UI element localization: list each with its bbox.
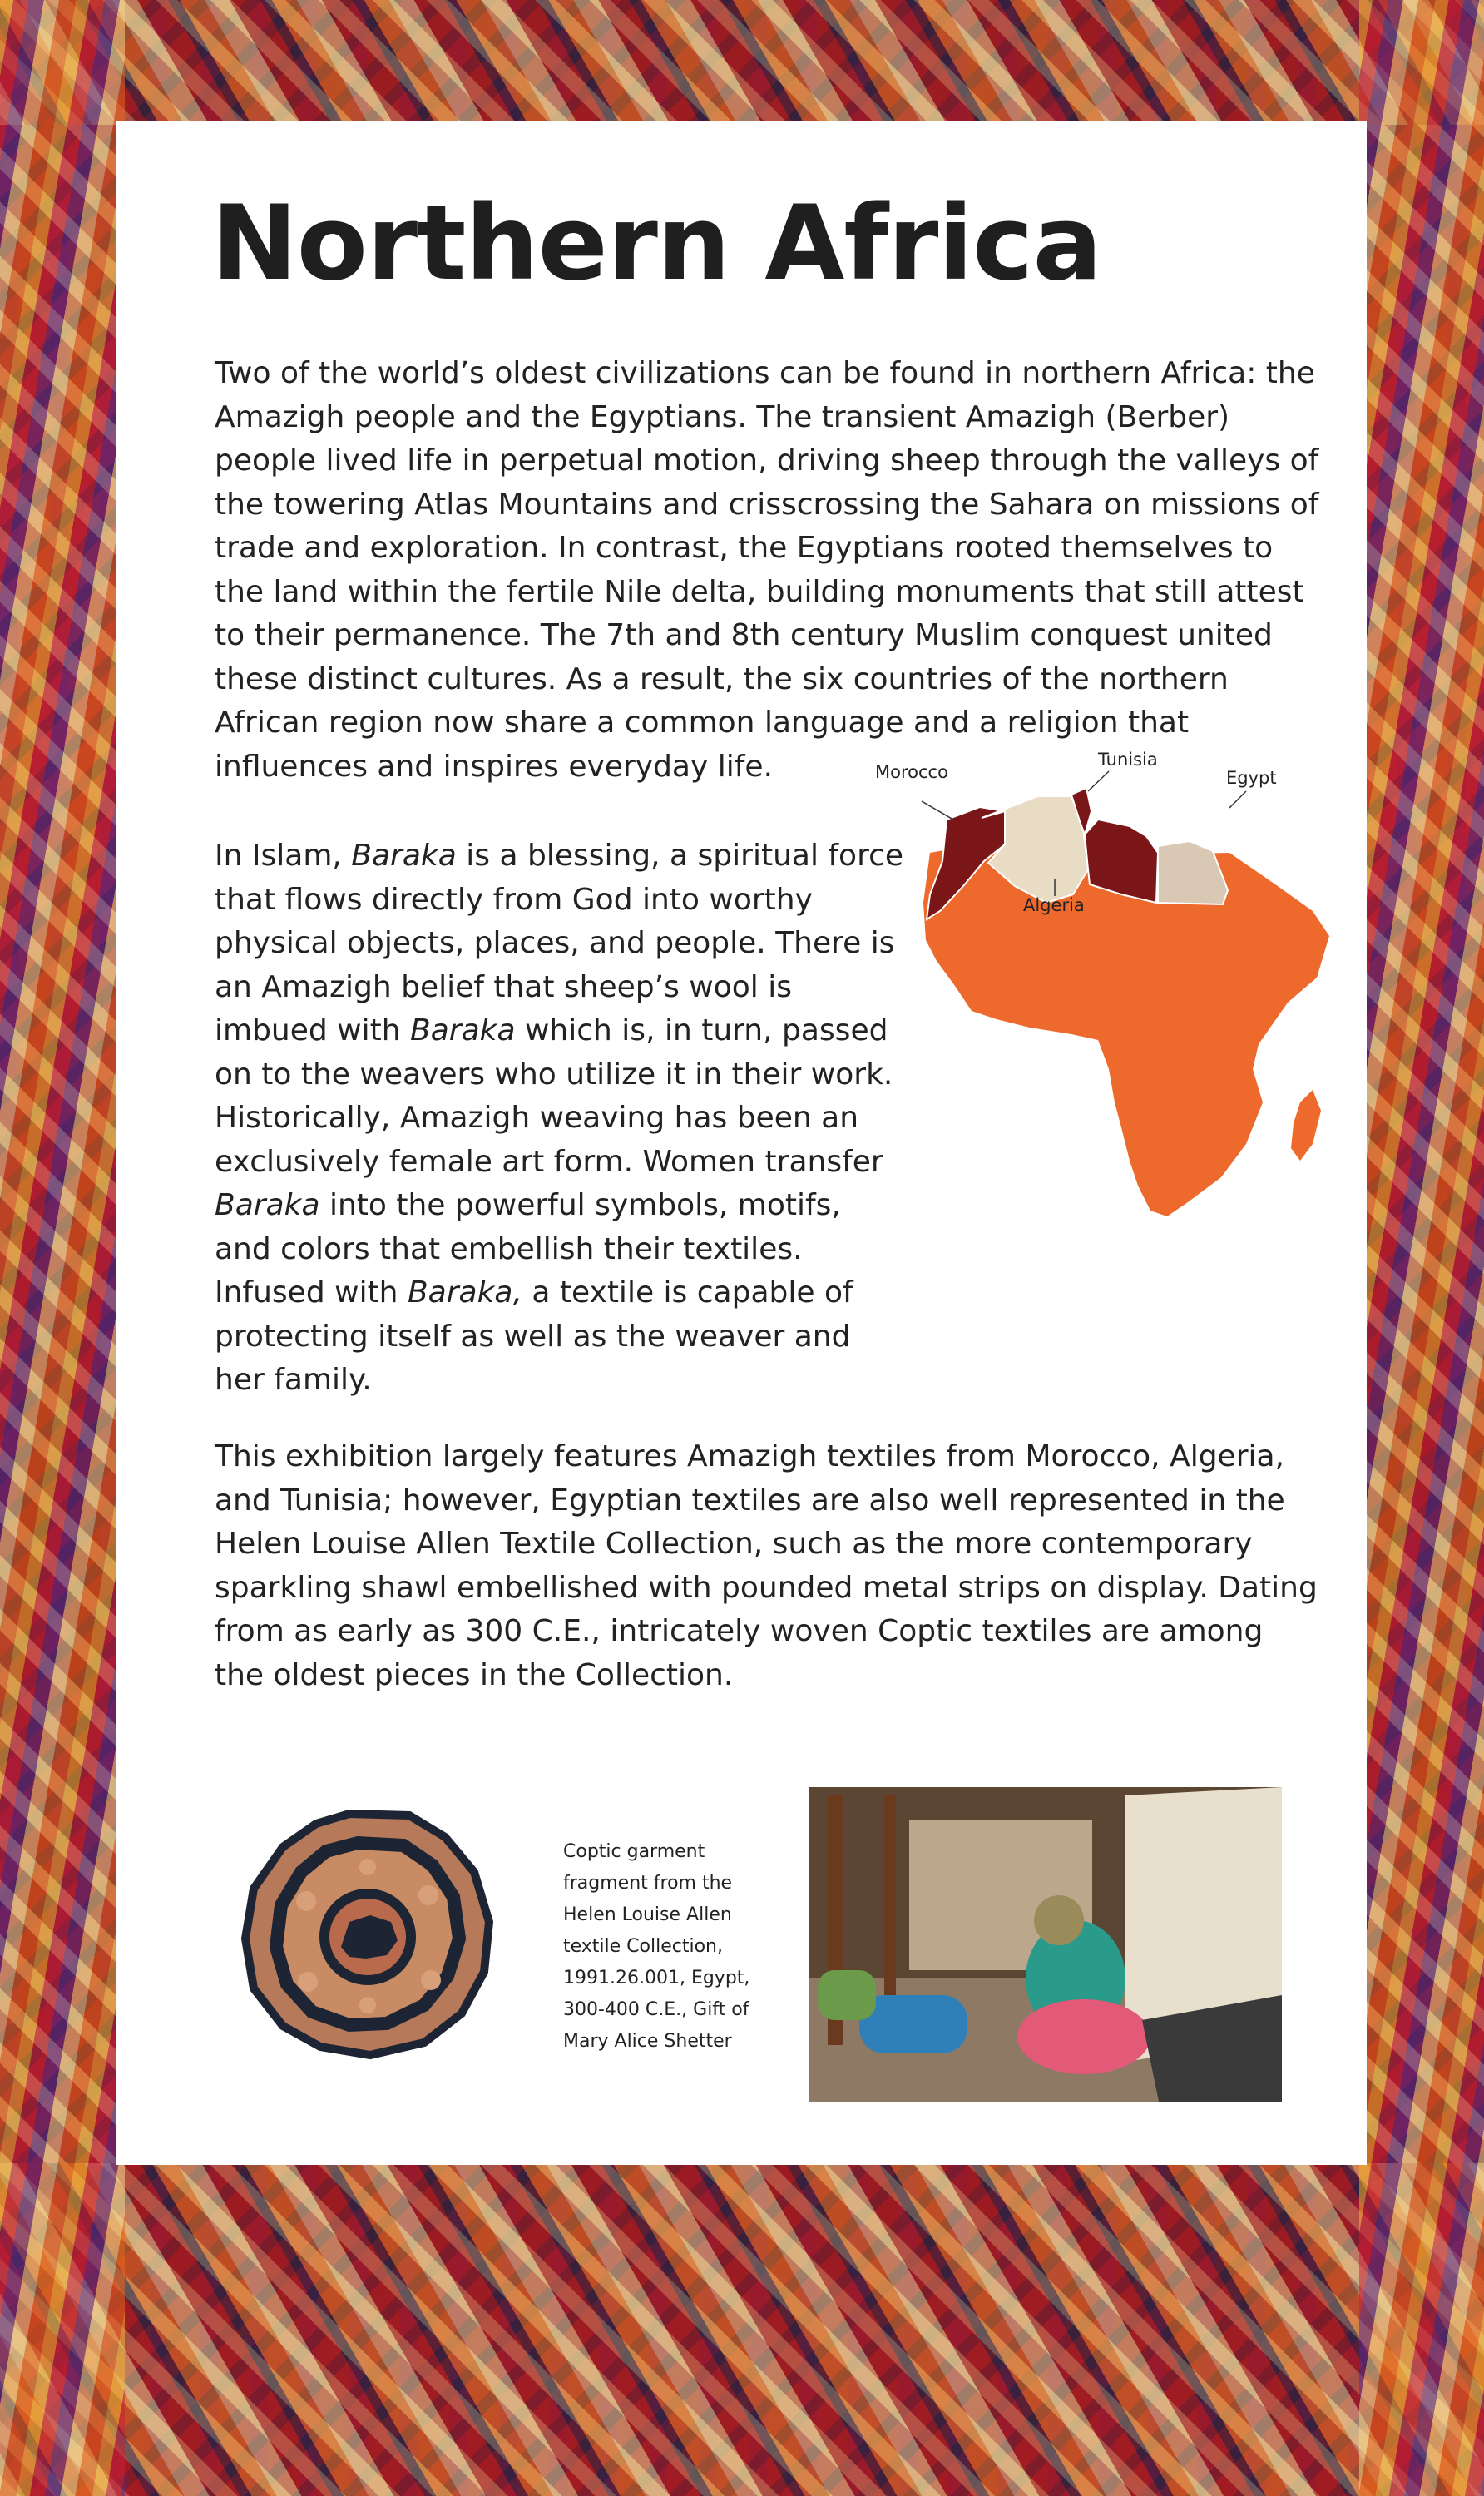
- algeria-label: Algeria: [1023, 895, 1085, 915]
- fragment-bead: [359, 1997, 376, 2013]
- baraka-text-3: which is, in turn, passed on to the weavers who utilize it in their work. Historically, Amazigh weaving has been an exclusively female art form. Women transfer: [215, 1013, 893, 1179]
- baraka-text-5: a textile is capable of protecting itself as well as the weaver and her family.: [215, 1275, 853, 1397]
- textile-border-bottom: [0, 2163, 1484, 2496]
- baraka-text-2: is a blessing, a spiritual force that flows directly from God into worthy physical objects, places, and people. There is an Amazigh belief that sheep’s wool is imbued with: [215, 839, 904, 1047]
- fragment-bead: [359, 1859, 376, 1875]
- madagascar: [1291, 1090, 1321, 1161]
- tunisia-label: Tunisia: [1098, 750, 1158, 770]
- africa-map: [875, 750, 1329, 1236]
- coptic-fragment-image: [225, 1805, 524, 2063]
- fragment-bead: [418, 1885, 438, 1905]
- fragment-bead: [296, 1891, 316, 1911]
- egypt-label: Egypt: [1226, 768, 1277, 788]
- baraka-paragraph: [215, 834, 905, 1403]
- baraka-term: Baraka,: [407, 1275, 522, 1310]
- baraka-text-4: into the powerful symbols, motifs, and colors that embellish their textiles. Infused with: [215, 1188, 841, 1310]
- baraka-term: Baraka: [410, 1013, 516, 1047]
- morocco-label: Morocco: [875, 762, 948, 782]
- africa-map-graphic: [880, 770, 1329, 1236]
- coptic-fragment-graphic: [225, 1805, 524, 2063]
- weaver-photo: [809, 1787, 1282, 2102]
- photo-bundle: [818, 1970, 876, 2020]
- fragment-bead: [421, 1970, 441, 1990]
- exhibit-panel: [116, 121, 1367, 2165]
- baraka-term: Baraka: [215, 1188, 320, 1222]
- egypt-leader-line: [1229, 791, 1246, 808]
- intro-paragraph: Two of the world’s oldest civilizations can be found in northern Africa: the Amazigh people and the Egyptians. The transient Amazigh (Berber) people lived life in perpetual motion, driving sheep through the valleys of the towering Atlas Mountains and crisscrossing the Sahara on missions of trade and exploration. In contrast, the Egyptians rooted themselves to the land within the fertile Nile delta, building monuments that still attest to their permanence. The 7th and 8th century Muslim conquest united these distinct cultures. As a result, the six countries of the northern African region now share a common language and a religion that influences and inspires everyday life.: [215, 356, 1319, 784]
- exhibition-paragraph: This exhibition largely features Amazigh textiles from Morocco, Algeria, and Tunisia; however, Egyptian textiles are also well represented in the Helen Louise Allen Textile Collection, such as the more contemporary sparkling shawl embellished with pounded metal strips on display. Dating from as early as 300 C.E., intricately woven Coptic textiles are among the oldest pieces in the Collection.: [215, 1439, 1318, 1692]
- baraka-term: Baraka: [351, 839, 457, 873]
- textile-fringe-right: [1359, 0, 1484, 2496]
- morocco-leader-line: [922, 801, 953, 820]
- photo-weaver-head: [1034, 1895, 1084, 1945]
- weaver-photo-graphic: [809, 1787, 1282, 2102]
- page-title: Northern Africa: [211, 184, 1102, 304]
- textile-fringe-left: [0, 0, 125, 2496]
- baraka-text-1: In Islam,: [215, 839, 352, 873]
- textile-border-top: [0, 0, 1484, 125]
- fragment-caption: Coptic garment fragment from the Helen Louise Allen textile Collection, 1991.26.001, Egypt, 300-400 C.E., Gift of Mary Alice Shetter: [563, 1841, 750, 2052]
- egypt-region: [1158, 841, 1228, 904]
- fragment-bead: [298, 1972, 318, 1992]
- photo-weaver-skirt: [1017, 1999, 1150, 2074]
